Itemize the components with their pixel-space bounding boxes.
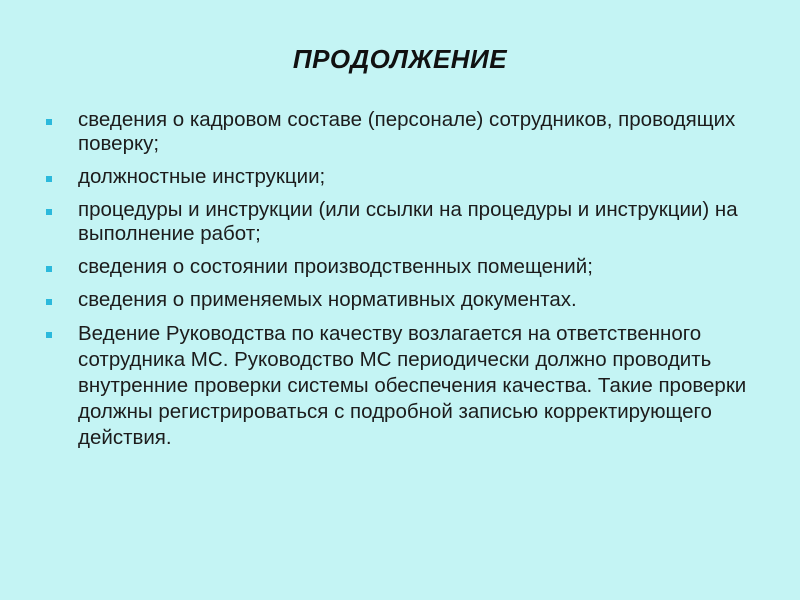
bullet-list [38,108,758,460]
list-item-text: сведения о состоянии производственных помещений; [78,255,593,278]
list-item-text: должностные инструкции; [78,165,326,188]
list-item [38,198,758,246]
square-bullet-icon [46,266,52,272]
square-bullet-icon [46,209,52,215]
square-bullet-icon [46,332,52,338]
list-item [38,108,758,156]
list-item [38,165,758,189]
list-item-text: сведения о кадровом составе (персонале) сотрудников, проводящих поверку; [78,108,736,155]
list-item [38,288,758,312]
square-bullet-icon [46,119,52,125]
list-item-text: сведения о применяемых нормативных документах. [78,288,577,311]
slide-title: ПРОДОЛЖЕНИЕ [292,44,508,74]
list-item-text: процедуры и инструкции (или ссылки на процедуры и инструкции) на выполнение работ; [78,198,738,245]
list-item [38,321,758,451]
square-bullet-icon [46,176,52,182]
list-item [38,255,758,279]
square-bullet-icon [46,299,52,305]
list-item-text: Ведение Руководства по качеству возлагается на ответственного сотрудника МС. Руководство МС периодически должно проводить внутренние проверки системы обеспечения качества. Такие проверки должны регистрироваться с подробной записью корректирующего действия. [78,322,747,449]
